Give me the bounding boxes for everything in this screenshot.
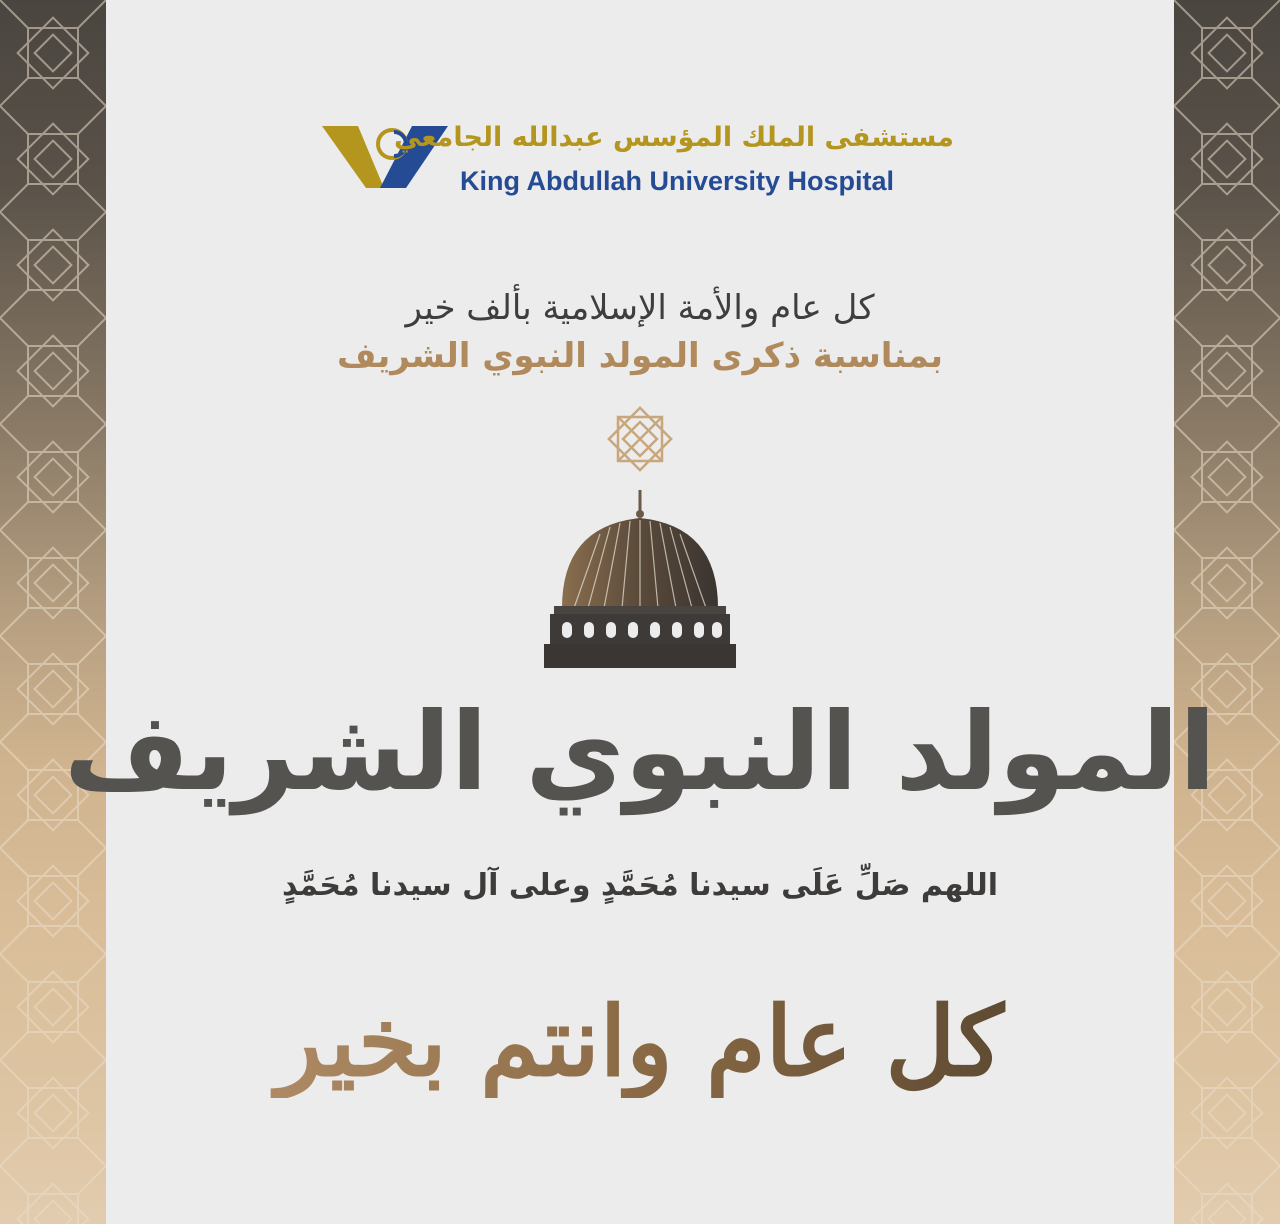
hospital-name-english: King Abdullah University Hospital xyxy=(460,166,895,196)
hospital-name-arabic: مستشفى الملك المؤسس عبدالله الجامعي xyxy=(394,122,954,153)
greeting-line-1: كل عام والأمة الإسلامية بألف خير xyxy=(405,288,875,328)
greeting-line-2: بمناسبة ذكرى المولد النبوي الشريف xyxy=(336,336,944,376)
closing-wish: كل عام وانتم بخير xyxy=(0,985,1280,1098)
geometric-ornament-icon xyxy=(606,405,674,473)
dome-icon xyxy=(540,490,740,670)
prayer-text: اللهم صَلِّ عَلَى سيدنا مُحَمَّدٍ وعلى آل سيدنا مُحَمَّدٍ xyxy=(281,868,999,903)
hospital-logo xyxy=(322,118,962,198)
main-title: المولد النبوي الشريف xyxy=(63,690,1217,815)
